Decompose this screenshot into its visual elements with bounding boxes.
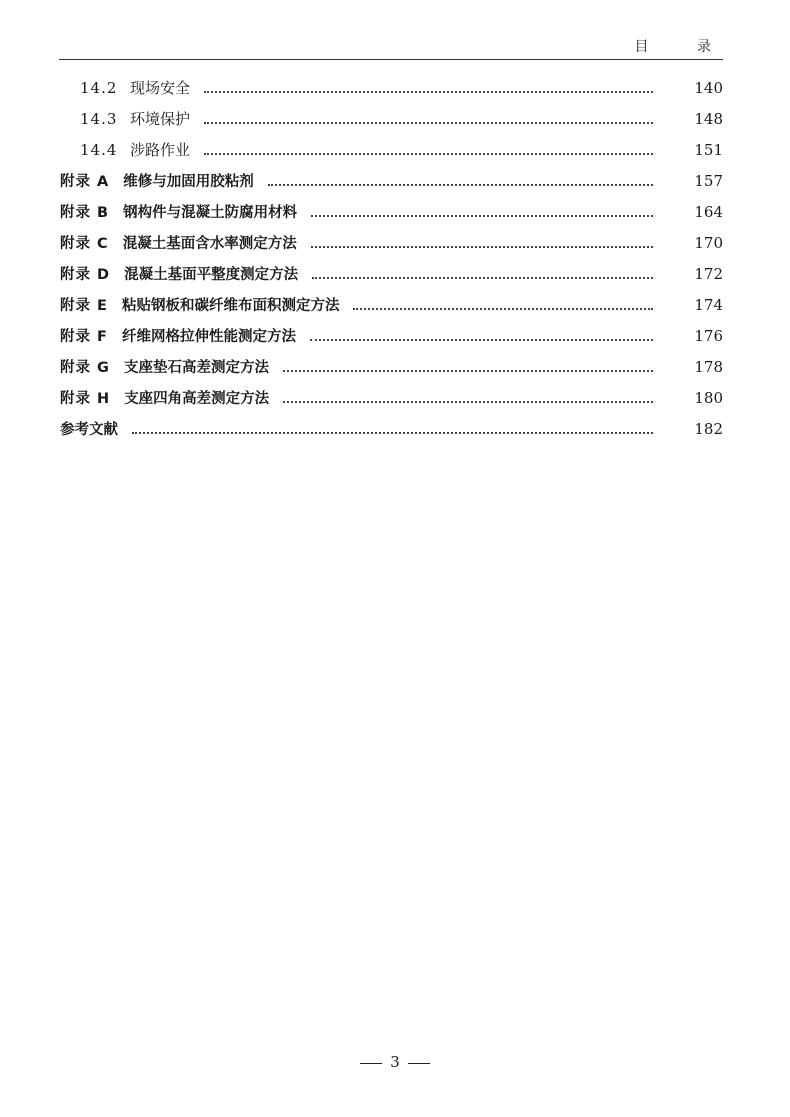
toc-entry-number: 附录 F	[60, 329, 108, 345]
toc-entry[interactable]	[0, 382, 790, 413]
toc-entry-number: 14.2	[80, 79, 118, 97]
toc-entry-label	[60, 356, 269, 377]
toc-leader-dots	[268, 184, 653, 186]
toc-entry-label	[60, 232, 297, 253]
toc-entry-label	[80, 108, 190, 129]
toc-entry[interactable]	[0, 72, 790, 103]
toc-entry-title: 支座四角高差测定方法	[124, 391, 270, 407]
toc-entry-title: 涉路作业	[130, 141, 191, 159]
toc-leader-dots	[353, 308, 653, 310]
toc-entry-label	[60, 387, 269, 408]
toc-entry-title: 混凝土基面含水率测定方法	[122, 236, 297, 252]
toc-entry-number: 附录 D	[60, 267, 111, 283]
toc-entry-page: 157	[694, 171, 723, 190]
toc-entry-page: 182	[694, 419, 723, 438]
toc-entry-page: 151	[694, 140, 723, 159]
footer-dash-left	[360, 1063, 382, 1064]
toc-entry-page: 172	[694, 264, 723, 283]
toc-entry[interactable]	[0, 289, 790, 320]
toc-entry[interactable]	[0, 227, 790, 258]
toc-entry-page: 178	[694, 357, 723, 376]
toc-leader-dots	[311, 215, 653, 217]
toc-entry-label	[60, 263, 298, 284]
toc-leader-dots	[204, 153, 653, 155]
toc-entry[interactable]	[0, 258, 790, 289]
table-of-contents	[0, 72, 790, 444]
toc-leader-dots	[312, 277, 653, 279]
page-footer	[0, 1053, 790, 1071]
page-number: 3	[390, 1053, 400, 1071]
toc-entry-page: 164	[694, 202, 723, 221]
toc-entry-page: 176	[694, 326, 723, 345]
toc-entry-label	[60, 418, 118, 439]
toc-entry[interactable]	[0, 413, 790, 444]
running-header-title: 目 录	[634, 39, 733, 55]
toc-entry-title: 环境保护	[130, 110, 191, 128]
footer-dash-right	[408, 1063, 430, 1064]
toc-entry-label	[60, 170, 254, 191]
toc-entry[interactable]	[0, 103, 790, 134]
toc-entry[interactable]	[0, 165, 790, 196]
toc-entry-page: 170	[694, 233, 723, 252]
toc-entry[interactable]	[0, 351, 790, 382]
toc-entry-number: 附录 H	[60, 391, 111, 407]
toc-entry-title: 参考文献	[60, 422, 118, 438]
toc-entry[interactable]	[0, 196, 790, 227]
toc-entry-number: 14.3	[80, 110, 118, 128]
toc-entry[interactable]	[0, 320, 790, 351]
toc-entry-label	[60, 201, 297, 222]
toc-entry-label	[80, 77, 190, 98]
toc-entry-title: 粘贴钢板和碳纤维布面积测定方法	[121, 298, 340, 314]
toc-entry-title: 现场安全	[130, 79, 191, 97]
toc-entry-number: 附录 A	[60, 174, 110, 190]
toc-entry-label	[60, 325, 296, 346]
header-rule	[59, 59, 723, 60]
toc-entry-number: 附录 B	[60, 205, 110, 221]
toc-entry-title: 混凝土基面平整度测定方法	[124, 267, 299, 283]
toc-entry[interactable]	[0, 134, 790, 165]
toc-entry-page: 174	[694, 295, 723, 314]
toc-entry-number: 附录 C	[60, 236, 109, 252]
toc-entry-page: 148	[694, 109, 723, 128]
toc-leader-dots	[311, 246, 653, 248]
toc-entry-title: 支座垫石高差测定方法	[123, 360, 269, 376]
toc-entry-page: 140	[694, 78, 723, 97]
toc-entry-number: 附录 E	[60, 298, 108, 314]
toc-entry-label	[60, 294, 339, 315]
toc-leader-dots	[310, 339, 653, 341]
toc-entry-title: 维修与加固用胶粘剂	[123, 174, 254, 190]
toc-leader-dots	[204, 91, 653, 93]
toc-entry-number: 14.4	[80, 141, 118, 159]
toc-entry-number: 附录 G	[60, 360, 110, 376]
toc-leader-dots	[283, 370, 653, 372]
toc-entry-title: 钢构件与混凝土防腐用材料	[123, 205, 298, 221]
toc-entry-page: 180	[694, 388, 723, 407]
toc-leader-dots	[132, 432, 653, 434]
toc-leader-dots	[283, 401, 653, 403]
toc-entry-title: 纤维网格拉伸性能测定方法	[121, 329, 296, 345]
toc-leader-dots	[204, 122, 653, 124]
toc-entry-label	[80, 139, 190, 160]
